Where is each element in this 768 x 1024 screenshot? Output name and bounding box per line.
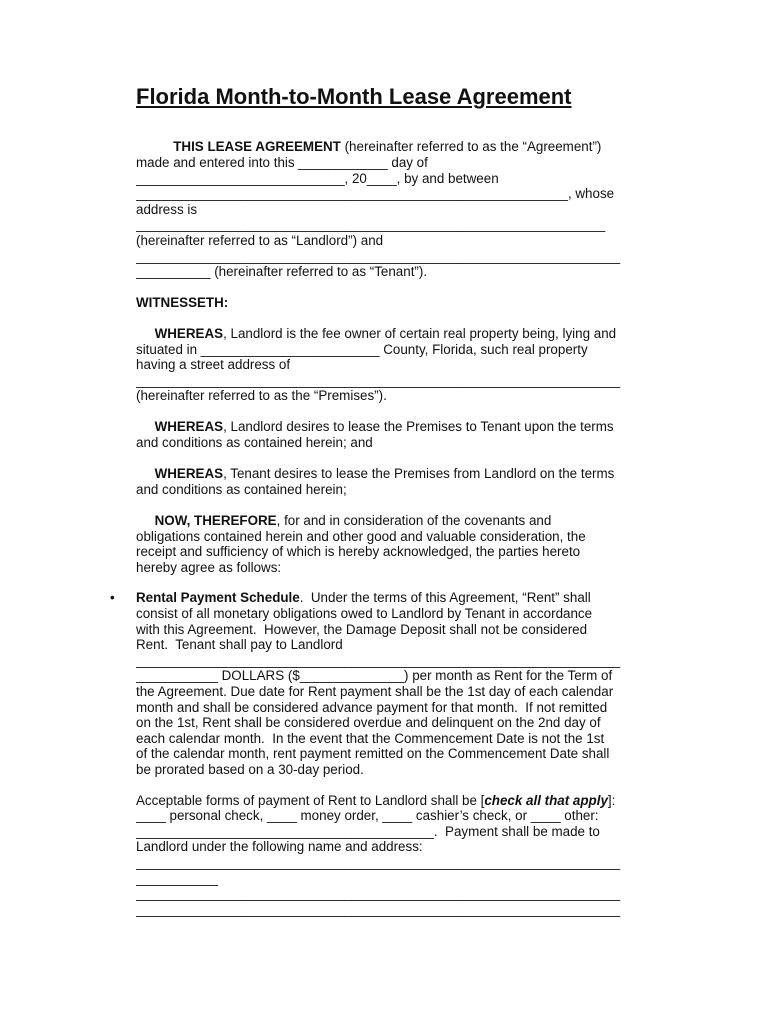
- whereas-1-text: , Landlord is the fee owner of certain real property being, lying and: [223, 326, 617, 341]
- whereas-3-line-2: and conditions as contained herein;: [136, 482, 347, 497]
- intro-line-7: (hereinafter referred to as “Landlord”) and: [136, 233, 384, 248]
- whereas-keyword: WHEREAS: [154, 466, 224, 481]
- intro-line-9: __________ (hereinafter referred to as “Tenant”).: [136, 264, 428, 279]
- rent-line: ___________ DOLLARS ($______________) per month as Rent for the Term of: [136, 668, 613, 683]
- rent-line: of the calendar month, rent payment remitted on the Commencement Date shall: [136, 746, 610, 761]
- now-therefore-line-2: obligations contained herein and other good and valuable consideration, the: [136, 529, 586, 544]
- intro-line-6: _______________________________________________________________: [136, 217, 606, 232]
- whereas-3-text: , Tenant desires to lease the Premises from Landlord on the terms: [223, 466, 615, 481]
- witnesseth-heading: WITNESSETH:: [136, 295, 229, 310]
- payment-forms-line-3: ________________________________________. Payment shall be made to: [136, 824, 600, 839]
- now-therefore-line-4: hereby agree as follows:: [136, 560, 282, 575]
- now-therefore-line-3: receipt and sufficiency of which is hereby acknowledged, the parties hereto: [136, 544, 581, 559]
- rent-line: be prorated based on a 30-day period.: [136, 762, 364, 777]
- whereas-1-line-5: (hereinafter referred to as the “Premises”).: [136, 388, 387, 403]
- whereas-1-line-4: _________________________________________________________________: [136, 373, 621, 388]
- whereas-2-line-1: [136, 419, 676, 434]
- indent: [136, 466, 155, 481]
- rent-line: month and shall be considered advance payment for that month. If not remitted: [136, 700, 608, 715]
- now-therefore-text: , for and in consideration of the covenants and: [276, 513, 552, 528]
- bullet-icon: •: [110, 590, 115, 605]
- rent-line-1-text: . Under the terms of this Agreement, “Rent” shall: [299, 590, 591, 605]
- indent: [136, 419, 155, 434]
- indent: [136, 513, 155, 528]
- indent: [136, 326, 155, 341]
- check-all-that-apply: check all that apply: [484, 793, 608, 808]
- rent-line: each calendar month. In the event that the Commencement Date is not the 1st: [136, 731, 605, 746]
- whereas-3-line-1: [136, 466, 676, 481]
- whereas-2-line-2: and conditions as contained herein; and: [136, 435, 373, 450]
- whereas-2-text: , Landlord desires to lease the Premises to Tenant upon the terms: [223, 419, 614, 434]
- document-title: Florida Month-to-Month Lease Agreement: [136, 84, 572, 109]
- rental-payment-schedule-heading: Rental Payment Schedule: [136, 590, 300, 605]
- intro-line-1-text: (hereinafter referred to as the “Agreement”): [340, 139, 602, 154]
- rent-line: the Agreement. Due date for Rent payment shall be the 1st day of each calendar: [136, 684, 614, 699]
- whereas-keyword: WHEREAS: [154, 419, 224, 434]
- now-therefore-keyword: NOW, THEREFORE: [154, 513, 277, 528]
- payment-forms-line-5: _________________________________________________________________: [136, 855, 621, 870]
- rent-line: _________________________________________________________________: [136, 653, 621, 668]
- intro-line-8: _________________________________________________________________: [136, 249, 621, 264]
- payment-forms-line-8: _________________________________________________________________: [136, 902, 621, 917]
- payment-forms-line-6: ___________: [136, 871, 218, 886]
- payment-forms-text: Acceptable forms of payment of Rent to Landlord shall be [: [136, 793, 485, 808]
- payment-forms-line-1: [136, 793, 676, 808]
- intro-line-4: __________________________________________________________, whose: [136, 186, 615, 201]
- whereas-1-line-3: having a street address of: [136, 357, 291, 372]
- intro-line-1: [136, 139, 676, 154]
- rent-line-1: [136, 590, 676, 605]
- whereas-keyword: WHEREAS: [154, 326, 224, 341]
- intro-line-2: made and entered into this ____________ day of: [136, 155, 428, 170]
- intro-line-3: ____________________________, 20____, by and between: [136, 171, 499, 186]
- rent-line: Rent. Tenant shall pay to Landlord: [136, 637, 343, 652]
- lease-agreement-heading: THIS LEASE AGREEMENT: [173, 139, 341, 154]
- rent-line: consist of all monetary obligations owed to Landlord by Tenant in accordance: [136, 606, 593, 621]
- whereas-1-line-1: [136, 326, 676, 341]
- payment-forms-line-2: ____ personal check, ____ money order, ____ cashier’s check, or ____ other:: [136, 808, 599, 823]
- payment-forms-line-4: Landlord under the following name and address:: [136, 839, 423, 854]
- rent-line: on the 1st, Rent shall be considered overdue and delinquent on the 2nd day of: [136, 715, 601, 730]
- payment-forms-line-7: _________________________________________________________________: [136, 886, 621, 901]
- whereas-1-line-2: situated in ________________________ County, Florida, such real property: [136, 342, 588, 357]
- indent: [136, 139, 173, 154]
- rent-line: with this Agreement. However, the Damage Deposit shall not be considered: [136, 622, 588, 637]
- intro-line-5: address is: [136, 202, 198, 217]
- payment-forms-text-end: ]:: [607, 793, 616, 808]
- now-therefore-line-1: [136, 513, 676, 528]
